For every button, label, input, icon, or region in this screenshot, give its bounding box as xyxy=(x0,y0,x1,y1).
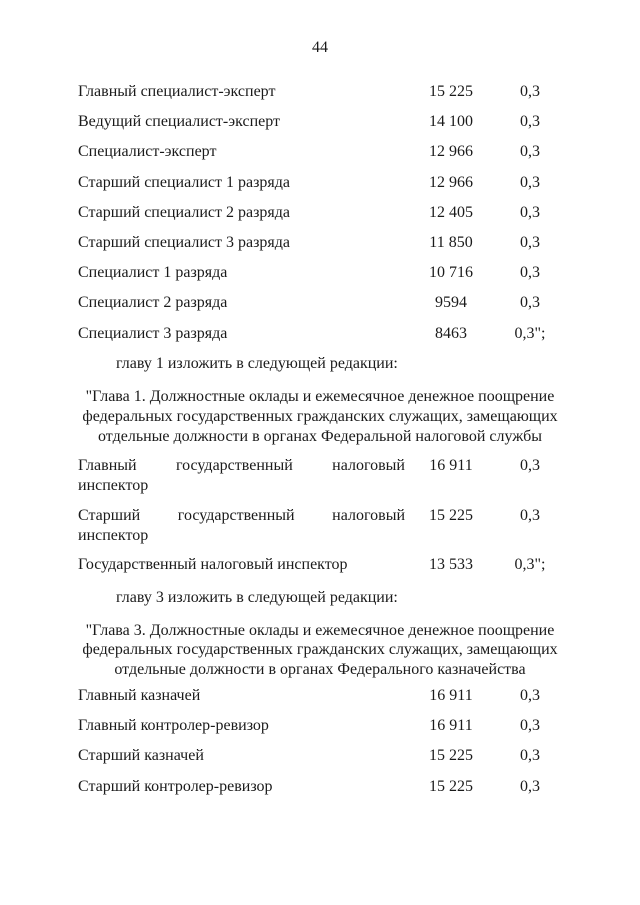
salary-value: 12 405 xyxy=(429,203,473,221)
table-row xyxy=(78,168,563,198)
position-label: Специалист 1 разряда xyxy=(78,264,228,282)
position-label: Главный специалист-эксперт xyxy=(78,83,276,100)
salary-value: 16 911 xyxy=(429,717,473,735)
bonus-coefficient: 0,3 xyxy=(520,83,540,100)
table-row xyxy=(78,456,563,496)
position-label: Старший казначей xyxy=(78,747,204,765)
bonus-coefficient: 0,3 xyxy=(520,777,540,795)
table-row xyxy=(78,681,563,711)
bonus-coefficient: 0,3 xyxy=(520,143,540,161)
position-label: Главный казначей xyxy=(78,687,201,704)
bonus-coefficient: 0,3 xyxy=(520,113,540,131)
heading-line: "Глава 1. Должностные оклады и ежемесячное денежное поощрение xyxy=(85,388,555,405)
table-row xyxy=(78,228,563,258)
heading-line: отдельные должности в органах Федеральной налоговой службы xyxy=(98,428,542,445)
table-row xyxy=(78,77,563,107)
heading-line: отдельные должности в органах Федерального казначейства xyxy=(114,660,526,678)
amendment-instruction: главу 3 изложить в следующей редакции: xyxy=(116,589,398,606)
amendment-instruction: главу 1 изложить в следующей редакции: xyxy=(116,355,398,372)
heading-line: федеральных государственных гражданских служащих, замещающих xyxy=(82,641,558,659)
salary-table-treasury xyxy=(78,681,563,802)
table-row xyxy=(78,288,563,318)
table-row xyxy=(78,319,563,349)
table-row xyxy=(78,506,563,546)
salary-value: 12 966 xyxy=(429,143,473,161)
bonus-coefficient: 0,3 xyxy=(520,717,540,735)
table-row xyxy=(78,772,563,802)
bonus-coefficient: 0,3 xyxy=(520,457,540,474)
heading-line: федеральных государственных гражданских служащих, замещающих xyxy=(82,408,558,425)
page-number: 44 xyxy=(312,39,328,56)
position-label: Ведущий специалист-эксперт xyxy=(78,113,281,131)
position-label: Старший государственный налоговый инспектор xyxy=(78,506,405,544)
salary-value: 11 850 xyxy=(429,234,473,252)
table-row xyxy=(78,741,563,771)
position-label: Старший специалист 3 разряда xyxy=(78,234,290,252)
salary-value: 15 225 xyxy=(429,777,473,795)
position-label: Специалист-эксперт xyxy=(78,143,217,161)
table-row xyxy=(78,555,563,575)
salary-value: 9594 xyxy=(435,294,467,312)
position-label: Специалист 3 разряда xyxy=(78,324,228,342)
salary-value: 13 533 xyxy=(429,556,473,573)
bonus-coefficient: 0,3 xyxy=(520,173,540,191)
position-label: Старший специалист 2 разряда xyxy=(78,203,290,221)
bonus-coefficient: 0,3"; xyxy=(514,556,546,573)
table-row xyxy=(78,107,563,137)
salary-table-tax-service xyxy=(78,456,563,585)
salary-value: 8463 xyxy=(435,324,467,342)
position-label: Государственный налоговый инспектор xyxy=(78,556,348,573)
bonus-coefficient: 0,3"; xyxy=(514,324,546,342)
chapter-heading xyxy=(40,621,600,679)
salary-value: 16 911 xyxy=(429,457,473,474)
heading-line: "Глава 3. Должностные оклады и ежемесячное денежное поощрение xyxy=(85,622,555,639)
salary-value: 16 911 xyxy=(429,687,473,704)
position-label: Старший специалист 1 разряда xyxy=(78,173,290,191)
table-row xyxy=(78,198,563,228)
salary-value: 12 966 xyxy=(429,173,473,191)
salary-value: 15 225 xyxy=(429,747,473,765)
salary-table-specialists xyxy=(78,77,563,349)
bonus-coefficient: 0,3 xyxy=(520,264,540,282)
bonus-coefficient: 0,3 xyxy=(520,687,540,704)
bonus-coefficient: 0,3 xyxy=(520,506,540,524)
salary-value: 15 225 xyxy=(429,506,473,524)
table-row xyxy=(78,711,563,741)
table-row xyxy=(78,137,563,167)
salary-value: 15 225 xyxy=(429,83,473,100)
position-label: Главный контролер-ревизор xyxy=(78,717,269,735)
salary-value: 14 100 xyxy=(429,113,473,131)
chapter-heading xyxy=(40,387,600,447)
bonus-coefficient: 0,3 xyxy=(520,747,540,765)
bonus-coefficient: 0,3 xyxy=(520,234,540,252)
bonus-coefficient: 0,3 xyxy=(520,203,540,221)
position-label: Главный государственный налоговый инспектор xyxy=(78,457,405,494)
salary-value: 10 716 xyxy=(429,264,473,282)
table-row xyxy=(78,258,563,288)
position-label: Специалист 2 разряда xyxy=(78,294,228,312)
bonus-coefficient: 0,3 xyxy=(520,294,540,312)
position-label: Старший контролер-ревизор xyxy=(78,777,273,795)
